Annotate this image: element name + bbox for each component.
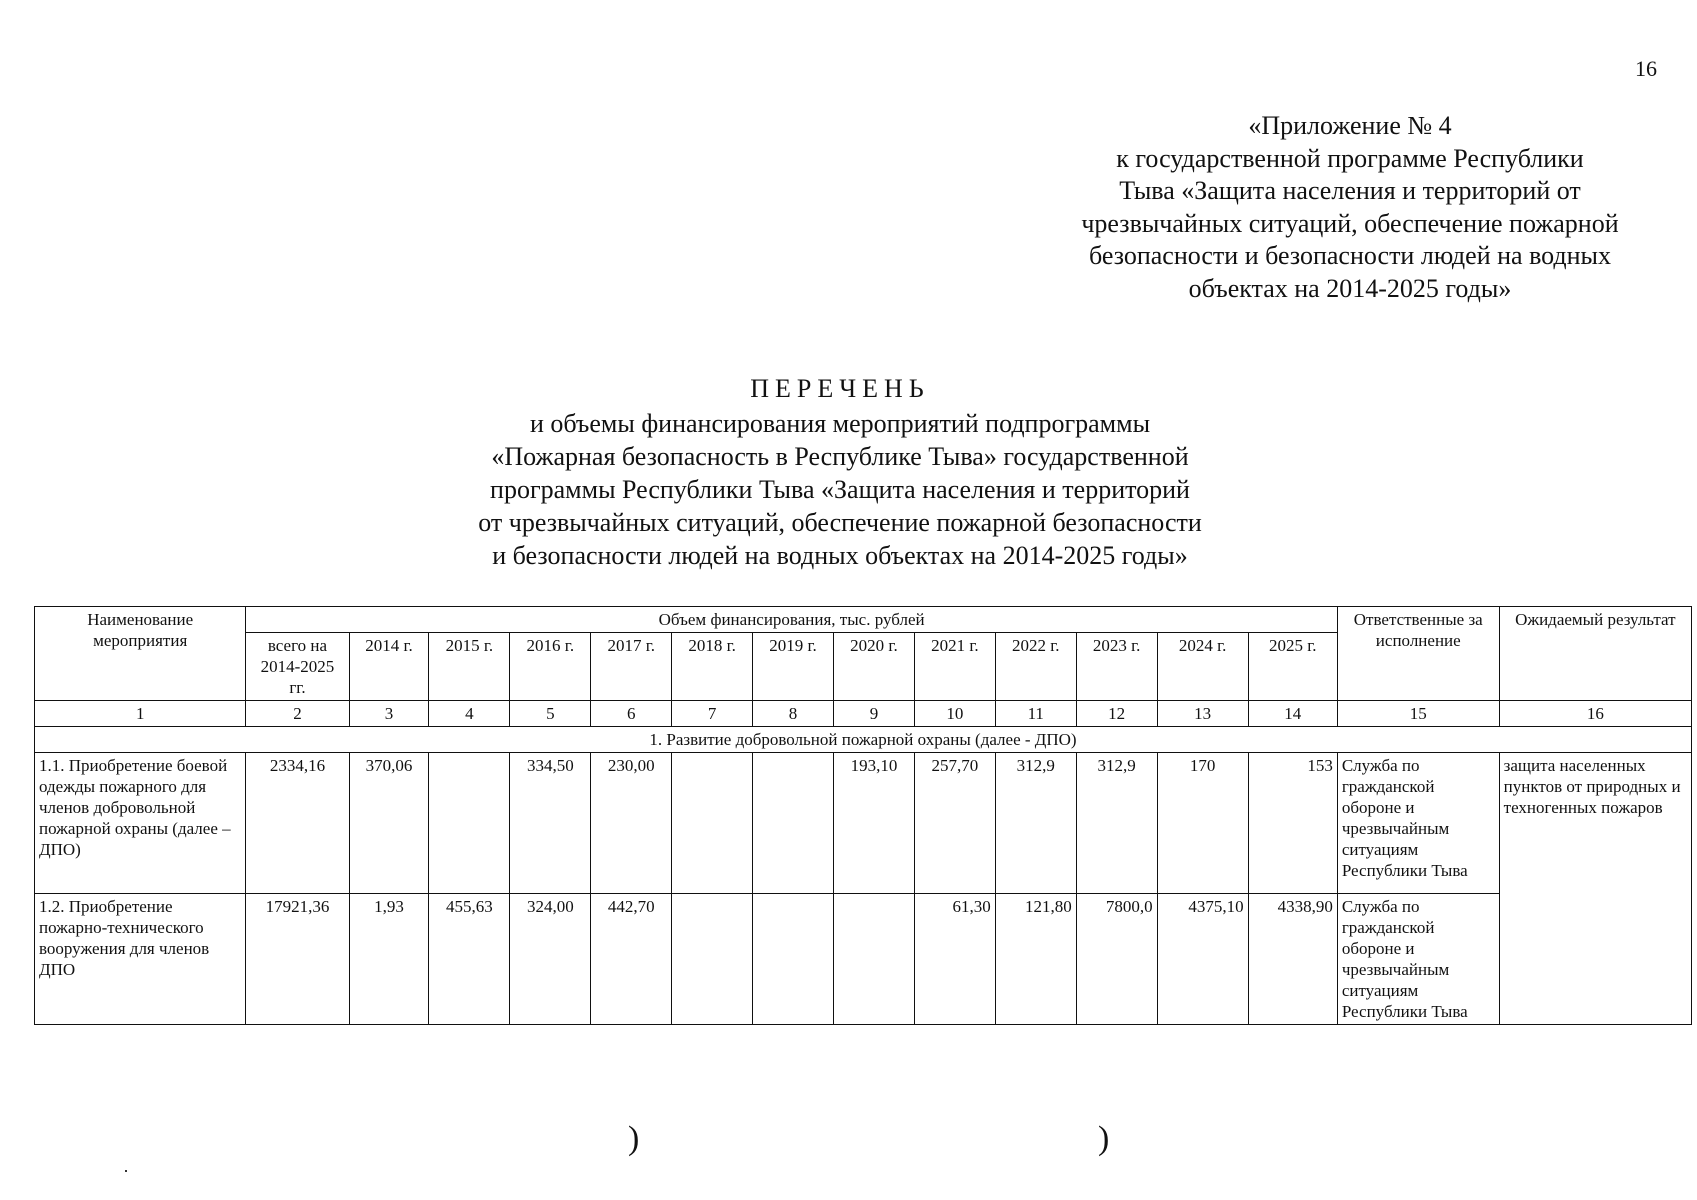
header-name: Наименование мероприятия [35,607,246,701]
header-year: 2016 г. [510,633,591,701]
appendix-header [1040,110,1660,305]
section-title: 1. Развитие добровольной пожарной охраны (далее - ДПО) [35,727,1692,753]
header-year: 2025 г. [1248,633,1337,701]
header-year: 2020 г. [833,633,914,701]
title-line: и объемы финансирования мероприятий подпрограммы [529,409,1151,438]
row-value: 334,50 [510,753,591,894]
header-funding: Объем финансирования, тыс. рублей [246,607,1337,633]
header-result: Ожидаемый результат [1499,607,1691,701]
row-value: 170 [1157,753,1248,894]
row-value: 121,80 [995,894,1076,1025]
column-numbers-row [35,701,1692,727]
title-line: от чрезвычайных ситуаций, обеспечение пожарной безопасности [478,508,1202,537]
row-responsible: Служба по гражданской обороне и чрезвычайным ситуациям Республики Тыва [1337,753,1499,894]
row-value: 324,00 [510,894,591,1025]
column-number: 8 [753,701,834,727]
column-number: 10 [914,701,995,727]
funding-table [34,606,1692,1025]
row-total: 2334,16 [246,753,349,894]
row-result: защита населенных пунктов от природных и техногенных пожаров [1499,753,1691,1025]
row-value: 4338,90 [1248,894,1337,1025]
row-value [672,753,753,894]
row-responsible: Служба по гражданской обороне и чрезвычайным ситуациям Республики Тыва [1337,894,1499,1025]
row-total: 17921,36 [246,894,349,1025]
header-year: 2024 г. [1157,633,1248,701]
row-value: 61,30 [914,894,995,1025]
row-value: 1,93 [349,894,429,1025]
table-row [35,894,1692,1025]
row-value: 455,63 [429,894,510,1025]
row-value [753,753,834,894]
column-number: 3 [349,701,429,727]
row-value [672,894,753,1025]
column-number: 4 [429,701,510,727]
section-row [35,727,1692,753]
row-value: 230,00 [591,753,672,894]
header-year: 2017 г. [591,633,672,701]
row-value [429,753,510,894]
table-row [35,753,1692,894]
column-number: 1 [35,701,246,727]
title-main: ПЕРЕЧЕНЬ [750,374,930,403]
header-year: 2019 г. [753,633,834,701]
header-row [35,607,1692,633]
document-title [400,372,1280,572]
header-year: 2022 г. [995,633,1076,701]
row-value: 442,70 [591,894,672,1025]
header-year: 2021 г. [914,633,995,701]
row-name: 1.1. Приобретение боевой одежды пожарного для членов добровольной пожарной охраны (далее – ДПО) [35,753,246,894]
row-value: 7800,0 [1076,894,1157,1025]
column-number: 5 [510,701,591,727]
row-value: 312,9 [995,753,1076,894]
header-year: 2014 г. [349,633,429,701]
title-line: и безопасности людей на водных объектах на 2014-2025 годы» [492,541,1188,570]
column-number: 15 [1337,701,1499,727]
row-name: 1.2. Приобретение пожарно-технического вооружения для членов ДПО [35,894,246,1025]
header-year: 2023 г. [1076,633,1157,701]
column-number: 13 [1157,701,1248,727]
column-number: 11 [995,701,1076,727]
column-number: 9 [833,701,914,727]
appendix-line: чрезвычайных ситуаций, обеспечение пожарной [1081,208,1619,238]
scan-speck [125,1170,127,1172]
handwritten-mark: ) [628,1120,640,1157]
column-number: 12 [1076,701,1157,727]
appendix-line: объектах на 2014-2025 годы» [1188,273,1512,303]
column-number: 7 [672,701,753,727]
header-responsible: Ответственные за исполнение [1337,607,1499,701]
appendix-line: безопасности и безопасности людей на водных [1088,241,1612,270]
handwritten-mark: ) [1098,1120,1110,1157]
title-line: «Пожарная безопасность в Республике Тыва» государственной [491,442,1189,471]
row-value: 153 [1248,753,1337,894]
column-number: 16 [1499,701,1691,727]
header-year: 2018 г. [672,633,753,701]
row-value: 257,70 [914,753,995,894]
row-value [753,894,834,1025]
header-year: 2015 г. [429,633,510,701]
column-number: 14 [1248,701,1337,727]
page-number: 16 [1635,56,1657,81]
appendix-line: к государственной программе Республики [1116,143,1584,173]
appendix-line: «Приложение № 4 [1248,111,1452,140]
row-value [833,894,914,1025]
column-number: 2 [246,701,349,727]
title-line: программы Республики Тыва «Защита населения и территорий [490,475,1190,504]
row-value: 4375,10 [1157,894,1248,1025]
header-total: всего на 2014-2025 гг. [246,633,349,701]
column-number: 6 [591,701,672,727]
appendix-line: Тыва «Защита населения и территорий от [1119,176,1581,205]
row-value: 370,06 [349,753,429,894]
row-value: 312,9 [1076,753,1157,894]
row-value: 193,10 [833,753,914,894]
